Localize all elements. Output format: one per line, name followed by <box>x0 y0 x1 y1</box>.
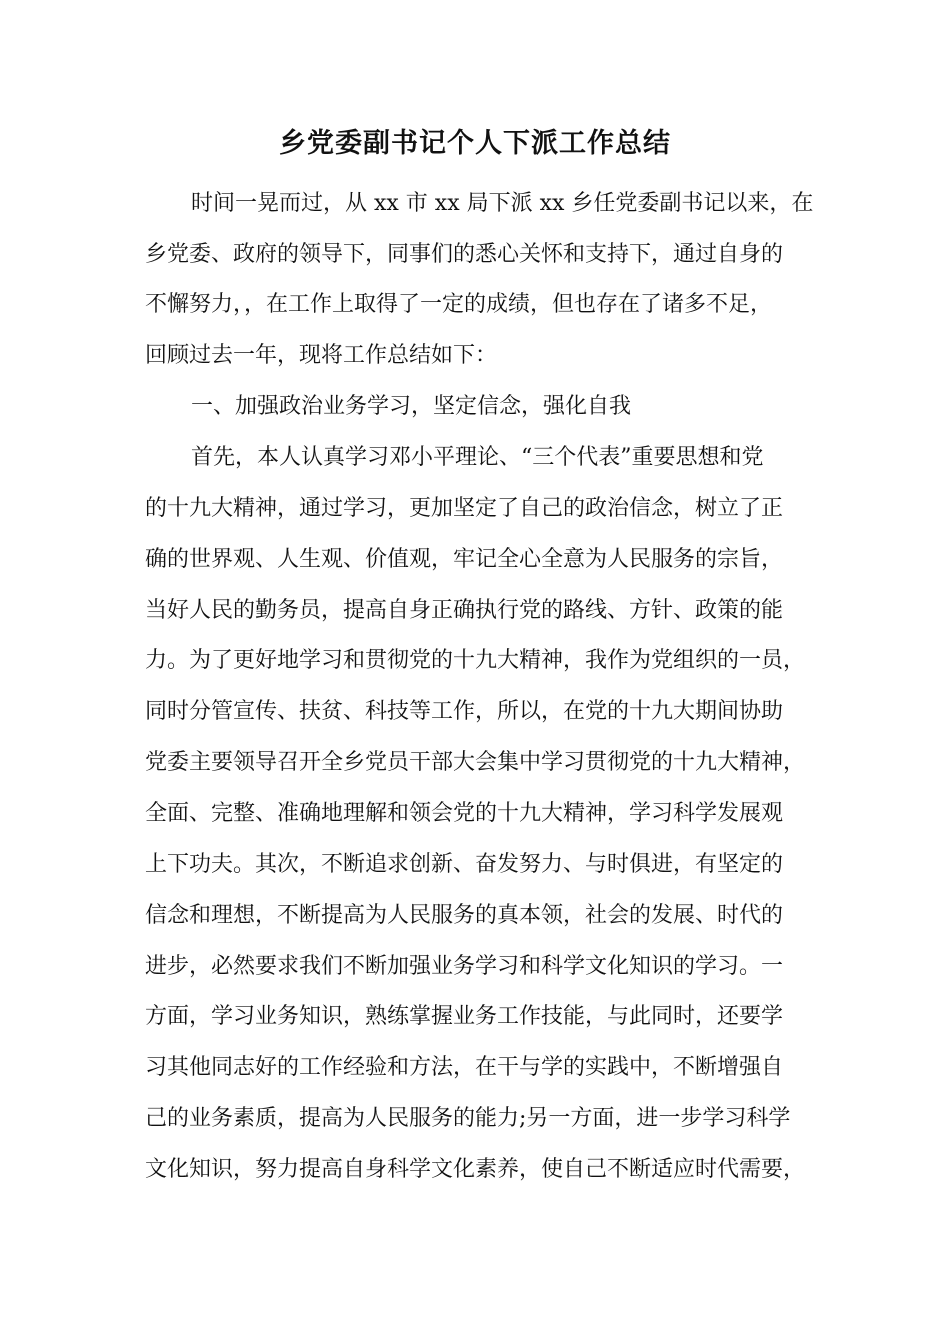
paragraph-line: 回顾过去一年，现将工作总结如下： <box>145 343 498 368</box>
paragraph-line: 力。为了更好地学习和贯彻党的十九大精神，我作为党组织的一员， <box>145 648 806 673</box>
paragraph-line: 首先，本人认真学习邓小平理论、“三个代表”重要思想和党 <box>191 445 764 470</box>
paragraph-line: 确的世界观、人生观、价值观，牢记全心全意为人民服务的宗旨， <box>145 547 784 572</box>
paragraph-line: 不懈努力，，在工作上取得了一定的成绩，但也存在了诸多不足， <box>145 292 773 317</box>
paragraph-line: 全面、完整、准确地理解和领会党的十九大精神，学习科学发展观 <box>145 801 784 826</box>
paragraph-line: 的十九大精神，通过学习，更加坚定了自己的政治信念，树立了正 <box>145 496 784 521</box>
paragraph-line: 当好人民的勤务员，提高自身正确执行党的路线、方针、政策的能 <box>145 598 784 623</box>
paragraph-line: 方面，学习业务知识，熟练掌握业务工作技能，与此同时，还要学 <box>145 1004 784 1029</box>
paragraph-line: 信念和理想，不断提高为人民服务的真本领，社会的发展、时代的 <box>145 903 784 928</box>
paragraph-line: 进步，必然要求我们不断加强业务学习和科学文化知识的学习。一 <box>145 954 784 979</box>
paragraph-line: 己的业务素质，提高为人民服务的能力;另一方面，进一步学习科学 <box>145 1106 791 1131</box>
section-heading: 一、加强政治业务学习，坚定信念，强化自我 <box>191 394 632 419</box>
paragraph-line: 同时分管宣传、扶贫、科技等工作，所以，在党的十九大期间协助 <box>145 699 784 724</box>
document-title: 乡党委副书记个人下派工作总结 <box>279 128 671 159</box>
paragraph-line: 文化知识，努力提高自身科学文化素养，使自己不断适应时代需要， <box>145 1157 806 1182</box>
paragraph-line: 党委主要领导召开全乡党员干部大会集中学习贯彻党的十九大精神， <box>145 750 806 775</box>
paragraph-line: 上下功夫。其次，不断追求创新、奋发努力、与时俱进，有坚定的 <box>145 852 784 877</box>
paragraph-line: 乡党委、政府的领导下，同事们的悉心关怀和支持下，通过自身的 <box>145 242 784 267</box>
paragraph-line: 习其他同志好的工作经验和方法，在干与学的实践中，不断增强自 <box>145 1055 784 1080</box>
paragraph-line: 时间一晃而过，从 xx 市 xx 局下派 xx 乡任党委副书记以来，在 <box>191 191 814 216</box>
